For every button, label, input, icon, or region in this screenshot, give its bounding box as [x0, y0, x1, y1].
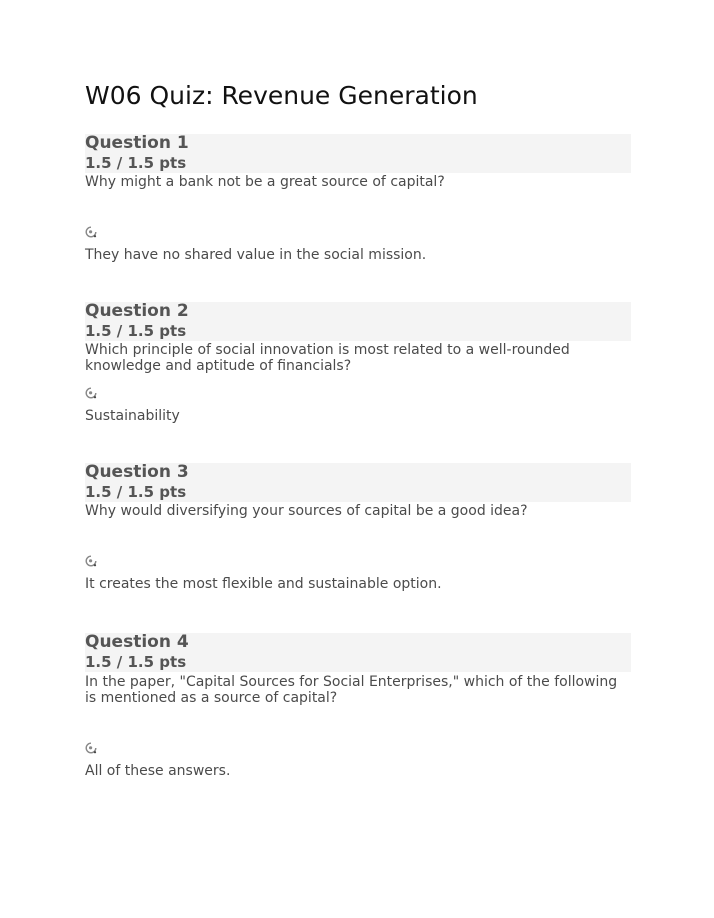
question-2-header [85, 302, 631, 341]
question-1-header [85, 134, 631, 173]
question-1-text: Why might a bank not be a great source of capital? [85, 174, 445, 190]
answer-marker-icon [85, 742, 97, 754]
question-4-header [85, 633, 631, 672]
question-1-answer: They have no shared value in the social mission. [85, 247, 427, 263]
question-3-points: 1.5 / 1.5 pts [85, 483, 187, 501]
question-1-points: 1.5 / 1.5 pts [85, 154, 187, 172]
question-2-points: 1.5 / 1.5 pts [85, 322, 187, 340]
answer-marker-icon [85, 555, 97, 567]
question-4-answer: All of these answers. [85, 763, 231, 779]
question-1-title: Question 1 [85, 133, 189, 153]
question-3-text: Why would diversifying your sources of capital be a good idea? [85, 503, 528, 519]
question-3-header [85, 463, 631, 502]
question-2-text: Which principle of social innovation is most related to a well-rounded knowledge and aptitude of financials? [85, 342, 570, 374]
question-4-title: Question 4 [85, 632, 189, 652]
answer-marker-icon [85, 387, 97, 399]
question-2-answer: Sustainability [85, 408, 180, 424]
answer-marker-icon [85, 226, 97, 238]
question-4-points: 1.5 / 1.5 pts [85, 653, 187, 671]
question-3-answer: It creates the most flexible and sustainable option. [85, 576, 442, 592]
question-4-text: In the paper, "Capital Sources for Social Enterprises," which of the following is mentioned as a source of capital? [85, 674, 618, 706]
question-2-title: Question 2 [85, 301, 189, 321]
page-title: W06 Quiz: Revenue Generation [85, 81, 478, 110]
question-3-title: Question 3 [85, 462, 189, 482]
